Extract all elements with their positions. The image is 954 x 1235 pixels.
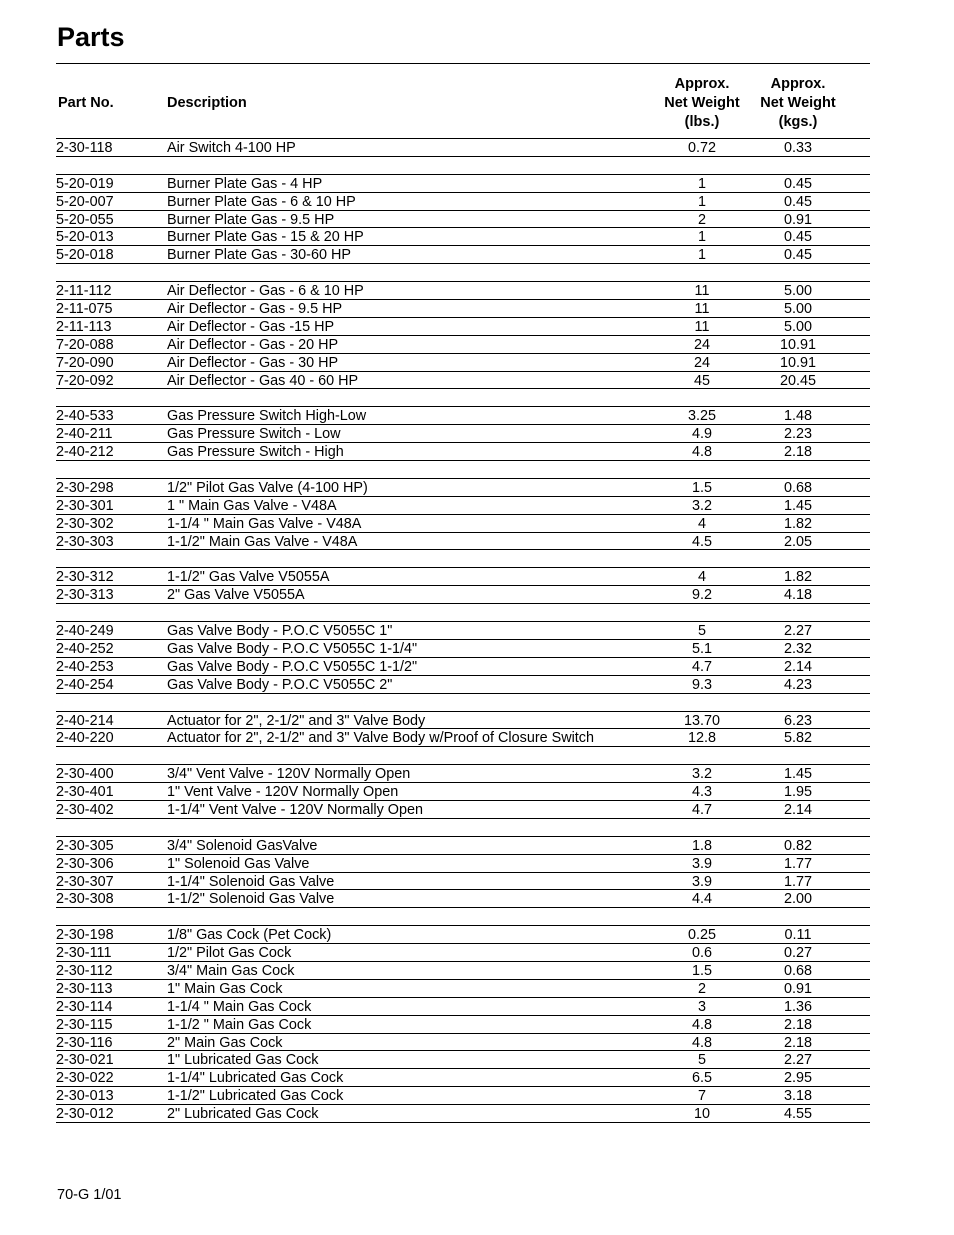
weight-lbs-cell: 0.25 xyxy=(687,927,716,944)
weight-lbs-cell: 1 xyxy=(697,175,706,192)
description-cell: Air Deflector - Gas 40 - 60 HP xyxy=(167,372,359,389)
weight-lbs-cell: 3.2 xyxy=(691,766,712,783)
table-row xyxy=(56,658,870,676)
header-kgs-line-2: Net Weight xyxy=(760,95,836,111)
part-number-cell: 2-30-303 xyxy=(56,533,114,550)
description-cell: Gas Pressure Switch - High xyxy=(167,444,344,461)
description-cell: 1-1/4" Lubricated Gas Cock xyxy=(167,1070,344,1087)
description-cell: Air Switch 4-100 HP xyxy=(167,140,296,156)
page-footer: 70-G 1/01 xyxy=(57,1187,122,1203)
description-cell: 1" Solenoid Gas Valve xyxy=(167,855,310,872)
part-number-cell: 2-30-308 xyxy=(56,891,114,908)
description-cell: 1" Lubricated Gas Cock xyxy=(167,1052,319,1069)
description-cell: 1/2" Pilot Gas Cock xyxy=(167,945,292,962)
description-cell: 1 " Main Gas Valve - V48A xyxy=(167,497,337,514)
weight-lbs-cell: 45 xyxy=(693,372,710,389)
group-separator xyxy=(56,264,870,282)
weight-lbs-cell: 4 xyxy=(697,515,706,532)
weight-lbs-cell: 1.8 xyxy=(691,837,712,854)
part-number-cell: 2-40-212 xyxy=(56,444,114,461)
weight-lbs-cell: 24 xyxy=(693,354,710,371)
part-number-cell: 2-11-112 xyxy=(56,283,112,300)
description-cell: Gas Valve Body - P.O.C V5055C 1-1/2" xyxy=(167,658,418,675)
weight-kgs-cell: 2.05 xyxy=(783,533,812,550)
weight-kgs-cell: 0.45 xyxy=(783,193,812,210)
part-number-cell: 2-30-114 xyxy=(56,998,113,1015)
part-number-cell: 2-30-298 xyxy=(56,479,114,496)
weight-kgs-cell: 1.45 xyxy=(783,497,812,514)
table-row xyxy=(56,801,870,819)
part-number-cell: 2-40-252 xyxy=(56,640,114,657)
description-cell: Air Deflector - Gas - 6 & 10 HP xyxy=(167,283,364,300)
description-cell: Burner Plate Gas - 6 & 10 HP xyxy=(167,193,356,210)
weight-lbs-cell: 24 xyxy=(693,336,710,353)
weight-lbs-cell: 3.2 xyxy=(691,497,712,514)
weight-lbs-cell: 12.8 xyxy=(687,730,716,747)
weight-lbs-cell: 11 xyxy=(694,301,710,318)
part-number-cell: 2-30-301 xyxy=(56,497,114,514)
part-number-cell: 2-40-220 xyxy=(56,730,114,747)
weight-lbs-cell: 0.72 xyxy=(687,140,716,156)
table-row xyxy=(56,944,870,962)
weight-lbs-cell: 4.7 xyxy=(691,801,712,818)
table-row xyxy=(56,873,870,891)
weight-kgs-cell: 0.27 xyxy=(783,945,812,962)
page-title: Parts xyxy=(57,22,125,52)
weight-kgs-cell: 1.77 xyxy=(783,873,812,890)
description-cell: Air Deflector - Gas -15 HP xyxy=(167,318,335,335)
weight-lbs-cell: 6.5 xyxy=(691,1070,712,1087)
table-row xyxy=(56,640,870,658)
table-row xyxy=(56,336,870,354)
weight-kgs-cell: 1.95 xyxy=(783,784,812,801)
weight-kgs-cell: 2.14 xyxy=(783,658,812,675)
weight-kgs-cell: 0.45 xyxy=(783,229,812,246)
weight-kgs-cell: 3.18 xyxy=(783,1088,812,1105)
weight-lbs-cell: 1.5 xyxy=(691,962,712,979)
description-cell: Gas Valve Body - P.O.C V5055C 1-1/4" xyxy=(167,640,418,657)
description-cell: Gas Valve Body - P.O.C V5055C 2" xyxy=(167,676,393,693)
description-cell: Air Deflector - Gas - 20 HP xyxy=(167,336,339,353)
description-cell: 1-1/4" Solenoid Gas Valve xyxy=(167,873,335,890)
part-number-cell: 2-30-312 xyxy=(56,569,114,586)
weight-kgs-cell: 20.45 xyxy=(779,372,816,389)
table-row xyxy=(56,765,870,783)
description-cell: 2" Gas Valve V5055A xyxy=(167,587,305,604)
description-cell: Gas Valve Body - P.O.C V5055C 1" xyxy=(167,623,393,640)
weight-lbs-cell: 4.4 xyxy=(691,891,712,908)
part-number-cell: 2-30-111 xyxy=(56,945,112,962)
weight-kgs-cell: 2.00 xyxy=(783,891,812,908)
description-cell: 1" Vent Valve - 120V Normally Open xyxy=(167,784,399,801)
weight-lbs-cell: 1 xyxy=(697,193,706,210)
weight-kgs-cell: 2.23 xyxy=(783,426,812,443)
description-cell: 1-1/4" Vent Valve - 120V Normally Open xyxy=(167,801,424,818)
part-number-cell: 2-30-307 xyxy=(56,873,114,890)
part-number-cell: 2-30-400 xyxy=(56,766,114,783)
table-row xyxy=(56,676,870,694)
part-number-cell: 7-20-092 xyxy=(56,372,114,389)
weight-kgs-cell: 2.18 xyxy=(783,1016,812,1033)
table-row xyxy=(56,926,870,944)
weight-kgs-cell: 5.00 xyxy=(783,318,812,335)
weight-kgs-cell: 2.27 xyxy=(783,623,812,640)
part-number-cell: 2-30-402 xyxy=(56,801,114,818)
weight-lbs-cell: 1 xyxy=(697,247,706,264)
description-cell: 1-1/2" Gas Valve V5055A xyxy=(167,569,330,586)
weight-kgs-cell: 5.00 xyxy=(783,283,812,300)
description-cell: Gas Pressure Switch High-Low xyxy=(167,408,367,425)
group-separator xyxy=(56,604,870,622)
weight-kgs-cell: 1.82 xyxy=(783,515,812,532)
weight-kgs-cell: 0.68 xyxy=(783,479,812,496)
part-number-cell: 5-20-019 xyxy=(56,175,114,192)
title-divider xyxy=(56,63,870,64)
part-number-cell: 5-20-055 xyxy=(56,211,114,228)
description-cell: 3/4" Vent Valve - 120V Normally Open xyxy=(167,766,411,783)
weight-kgs-cell: 10.91 xyxy=(779,354,816,371)
table-row xyxy=(56,533,870,551)
table-row xyxy=(56,1105,870,1123)
weight-lbs-cell: 5 xyxy=(697,623,706,640)
table-row xyxy=(56,354,870,372)
part-number-cell: 2-30-013 xyxy=(56,1088,114,1105)
weight-lbs-cell: 3 xyxy=(697,998,706,1015)
description-cell: 1-1/2 " Main Gas Cock xyxy=(167,1016,312,1033)
part-number-cell: 2-30-012 xyxy=(56,1106,114,1123)
weight-lbs-cell: 3.9 xyxy=(691,873,712,890)
part-number-cell: 2-30-022 xyxy=(56,1070,114,1087)
table-row xyxy=(56,246,870,264)
part-number-cell: 2-30-113 xyxy=(56,980,113,997)
weight-kgs-cell: 0.82 xyxy=(783,837,812,854)
table-row xyxy=(56,407,870,425)
weight-kgs-cell: 1.77 xyxy=(783,855,812,872)
part-number-cell: 2-40-254 xyxy=(56,676,114,693)
part-number-cell: 5-20-013 xyxy=(56,229,114,246)
part-number-cell: 2-30-116 xyxy=(56,1034,113,1051)
weight-lbs-cell: 5.1 xyxy=(691,640,712,657)
group-separator xyxy=(56,694,870,712)
group-separator xyxy=(56,747,870,765)
weight-kgs-cell: 2.27 xyxy=(783,1052,812,1069)
part-number-cell: 7-20-088 xyxy=(56,336,114,353)
weight-lbs-cell: 4 xyxy=(697,569,706,586)
description-cell: 1-1/2" Solenoid Gas Valve xyxy=(167,891,335,908)
part-number-cell: 2-30-313 xyxy=(56,587,114,604)
part-number-cell: 2-30-198 xyxy=(56,927,114,944)
description-cell: 1-1/4 " Main Gas Cock xyxy=(167,998,312,1015)
part-number-cell: 2-11-075 xyxy=(56,301,113,318)
description-cell: 2" Main Gas Cock xyxy=(167,1034,283,1051)
header-weight-kgs xyxy=(748,75,848,132)
table-row xyxy=(56,443,870,461)
weight-kgs-cell: 4.55 xyxy=(783,1106,812,1123)
weight-kgs-cell: 5.82 xyxy=(783,730,812,747)
table-row xyxy=(56,586,870,604)
weight-kgs-cell: 2.95 xyxy=(783,1070,812,1087)
weight-lbs-cell: 4.8 xyxy=(691,1016,712,1033)
table-row xyxy=(56,1069,870,1087)
part-number-cell: 5-20-007 xyxy=(56,193,114,210)
weight-kgs-cell: 4.23 xyxy=(783,676,812,693)
part-number-cell: 2-30-115 xyxy=(56,1016,113,1033)
weight-lbs-cell: 11 xyxy=(694,283,710,300)
group-separator xyxy=(56,461,870,479)
description-cell: Burner Plate Gas - 15 & 20 HP xyxy=(167,229,364,246)
weight-lbs-cell: 2 xyxy=(697,980,706,997)
table-row xyxy=(56,783,870,801)
weight-lbs-cell: 9.2 xyxy=(691,587,712,604)
header-lbs-line-2: Net Weight xyxy=(664,95,740,111)
description-cell: Air Deflector - Gas - 30 HP xyxy=(167,354,339,371)
part-number-cell: 2-40-214 xyxy=(56,712,114,729)
description-cell: 1-1/2" Main Gas Valve - V48A xyxy=(167,533,358,550)
weight-lbs-cell: 4.9 xyxy=(691,426,712,443)
weight-lbs-cell: 1 xyxy=(697,229,706,246)
part-number-cell: 2-30-021 xyxy=(56,1052,114,1069)
weight-kgs-cell: 1.36 xyxy=(783,998,812,1015)
weight-kgs-cell: 2.18 xyxy=(783,1034,812,1051)
part-number-cell: 2-40-253 xyxy=(56,658,114,675)
group-separator xyxy=(56,819,870,837)
part-number-cell: 2-30-305 xyxy=(56,837,114,854)
table-row xyxy=(56,282,870,300)
weight-lbs-cell: 3.9 xyxy=(691,855,712,872)
weight-kgs-cell: 1.48 xyxy=(783,408,812,425)
table-row xyxy=(56,729,870,747)
part-number-cell: 2-30-302 xyxy=(56,515,114,532)
weight-kgs-cell: 1.45 xyxy=(783,766,812,783)
header-lbs-line-1: Approx. xyxy=(674,76,730,92)
part-number-cell: 2-40-533 xyxy=(56,408,114,425)
description-cell: 2" Lubricated Gas Cock xyxy=(167,1106,319,1123)
weight-kgs-cell: 2.18 xyxy=(783,444,812,461)
header-weight-lbs xyxy=(652,75,752,132)
table-row xyxy=(56,497,870,515)
description-cell: 3/4" Solenoid GasValve xyxy=(167,837,318,854)
table-row xyxy=(56,855,870,873)
group-separator xyxy=(56,550,870,568)
table-row xyxy=(56,318,870,336)
part-number-cell: 2-40-249 xyxy=(56,623,114,640)
group-separator xyxy=(56,908,870,926)
description-cell: 1/2" Pilot Gas Valve (4-100 HP) xyxy=(167,479,368,496)
table-row xyxy=(56,712,870,730)
description-cell: Actuator for 2", 2-1/2" and 3" Valve Body xyxy=(167,712,426,729)
weight-kgs-cell: 0.33 xyxy=(783,140,812,156)
part-number-cell: 5-20-018 xyxy=(56,247,114,264)
weight-kgs-cell: 0.45 xyxy=(783,175,812,192)
group-separator xyxy=(56,157,870,175)
header-description: Description xyxy=(167,95,247,111)
weight-lbs-cell: 7 xyxy=(697,1088,706,1105)
parts-table-body xyxy=(56,139,870,1123)
table-row xyxy=(56,300,870,318)
table-row xyxy=(56,890,870,908)
weight-lbs-cell: 3.25 xyxy=(687,408,716,425)
table-row xyxy=(56,372,870,390)
table-row xyxy=(56,998,870,1016)
description-cell: 1-1/4 " Main Gas Valve - V48A xyxy=(167,515,362,532)
weight-kgs-cell: 0.91 xyxy=(783,211,812,228)
table-row xyxy=(56,515,870,533)
table-row xyxy=(56,980,870,998)
weight-lbs-cell: 4.8 xyxy=(691,444,712,461)
weight-kgs-cell: 5.00 xyxy=(783,301,812,318)
part-number-cell: 2-11-113 xyxy=(56,318,112,335)
description-cell: Air Deflector - Gas - 9.5 HP xyxy=(167,301,343,318)
table-row xyxy=(56,425,870,443)
header-kgs-line-3: (kgs.) xyxy=(778,114,818,130)
weight-lbs-cell: 1.5 xyxy=(691,479,712,496)
weight-kgs-cell: 2.14 xyxy=(783,801,812,818)
table-row xyxy=(56,962,870,980)
weight-lbs-cell: 4.5 xyxy=(691,533,712,550)
table-row xyxy=(56,1087,870,1105)
weight-lbs-cell: 13.70 xyxy=(683,712,720,729)
weight-kgs-cell: 6.23 xyxy=(783,712,812,729)
table-row xyxy=(56,139,870,157)
description-cell: Burner Plate Gas - 4 HP xyxy=(167,175,323,192)
table-row xyxy=(56,1051,870,1069)
table-row xyxy=(56,1016,870,1034)
table-row xyxy=(56,479,870,497)
header-kgs-line-1: Approx. xyxy=(770,76,826,92)
weight-lbs-cell: 10 xyxy=(693,1106,710,1123)
header-lbs-line-3: (lbs.) xyxy=(684,114,720,130)
table-row xyxy=(56,211,870,229)
weight-kgs-cell: 4.18 xyxy=(783,587,812,604)
description-cell: 1" Main Gas Cock xyxy=(167,980,283,997)
description-cell: Burner Plate Gas - 30-60 HP xyxy=(167,247,351,264)
weight-kgs-cell: 0.45 xyxy=(783,247,812,264)
part-number-cell: 2-30-306 xyxy=(56,855,114,872)
table-row xyxy=(56,1034,870,1052)
table-row xyxy=(56,622,870,640)
weight-lbs-cell: 4.7 xyxy=(691,658,712,675)
table-row xyxy=(56,837,870,855)
description-cell: 1/8" Gas Cock (Pet Cock) xyxy=(167,927,332,944)
weight-lbs-cell: 11 xyxy=(694,318,710,335)
weight-kgs-cell: 0.11 xyxy=(784,927,812,944)
weight-kgs-cell: 1.82 xyxy=(783,569,812,586)
table-row xyxy=(56,175,870,193)
weight-kgs-cell: 2.32 xyxy=(783,640,812,657)
part-number-cell: 2-30-118 xyxy=(56,140,113,156)
description-cell: Actuator for 2", 2-1/2" and 3" Valve Body w/Proof of Closure Switch xyxy=(167,730,594,747)
part-number-cell: 2-30-401 xyxy=(56,784,114,801)
table-row xyxy=(56,193,870,211)
weight-kgs-cell: 0.68 xyxy=(783,962,812,979)
weight-lbs-cell: 4.8 xyxy=(691,1034,712,1051)
weight-lbs-cell: 4.3 xyxy=(691,784,712,801)
part-number-cell: 2-30-112 xyxy=(56,962,113,979)
weight-lbs-cell: 2 xyxy=(697,211,706,228)
description-cell: Gas Pressure Switch - Low xyxy=(167,426,341,443)
part-number-cell: 7-20-090 xyxy=(56,354,114,371)
description-cell: Burner Plate Gas - 9.5 HP xyxy=(167,211,335,228)
part-number-cell: 2-40-211 xyxy=(56,426,113,443)
description-cell: 3/4" Main Gas Cock xyxy=(167,962,295,979)
weight-lbs-cell: 0.6 xyxy=(691,945,712,962)
weight-lbs-cell: 5 xyxy=(697,1052,706,1069)
weight-kgs-cell: 10.91 xyxy=(779,336,816,353)
table-row xyxy=(56,228,870,246)
weight-lbs-cell: 9.3 xyxy=(691,676,712,693)
weight-kgs-cell: 0.91 xyxy=(783,980,812,997)
header-part-no: Part No. xyxy=(58,95,114,111)
table-row xyxy=(56,568,870,586)
group-separator xyxy=(56,389,870,407)
description-cell: 1-1/2" Lubricated Gas Cock xyxy=(167,1088,344,1105)
